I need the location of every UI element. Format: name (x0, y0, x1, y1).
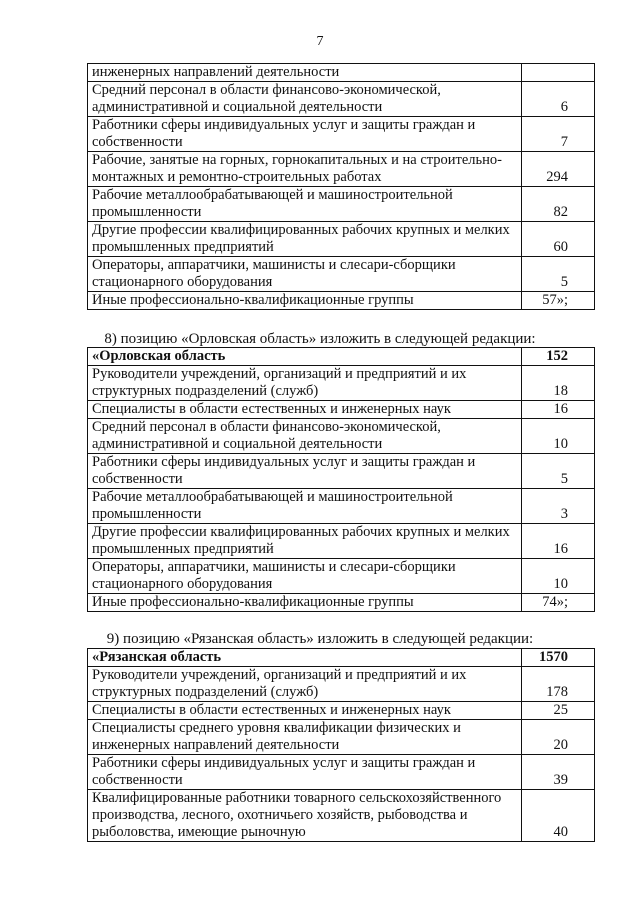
region-name-cell: «Рязанская область (88, 649, 522, 667)
table-row (88, 667, 595, 702)
occupation-group-cell: Иные профессионально-квалификационные группы (88, 292, 522, 310)
occupation-group-cell: инженерных направлений деятельности (88, 64, 522, 82)
occupation-group-cell: Специалисты в области естественных и инженерных наук (88, 401, 522, 419)
count-cell: 5 (522, 454, 595, 489)
occupation-group-cell: Другие профессии квалифицированных рабочих крупных и мелких промышленных предприятий (88, 222, 522, 257)
table-row (88, 187, 595, 222)
table-row (88, 152, 595, 187)
table-header-row (88, 348, 595, 366)
table-row (88, 366, 595, 401)
table-orel-region (87, 347, 595, 612)
count-cell: 7 (522, 117, 595, 152)
count-cell: 57»; (522, 292, 595, 310)
table-row (88, 292, 595, 310)
count-cell: 294 (522, 152, 595, 187)
occupation-group-cell: Рабочие, занятые на горных, горнокапитальных и на строительно-монтажных и ремонтно-строительных работах (88, 152, 522, 187)
count-cell: 74»; (522, 594, 595, 612)
table-row (88, 117, 595, 152)
count-cell: 82 (522, 187, 595, 222)
occupation-group-cell: Работники сферы индивидуальных услуг и защиты граждан и собственности (88, 454, 522, 489)
occupation-group-cell: Средний персонал в области финансово-экономической, административной и социальной деятельности (88, 419, 522, 454)
table-row (88, 82, 595, 117)
count-cell: 20 (522, 720, 595, 755)
occupation-group-cell: Работники сферы индивидуальных услуг и защиты граждан и собственности (88, 117, 522, 152)
occupation-group-cell: Рабочие металлообрабатывающей и машиностроительной промышленности (88, 187, 522, 222)
table-row (88, 489, 595, 524)
region-total-cell: 1570 (522, 649, 595, 667)
table-row (88, 559, 595, 594)
count-cell: 10 (522, 419, 595, 454)
count-cell: 18 (522, 366, 595, 401)
count-cell: 40 (522, 790, 595, 842)
count-cell: 5 (522, 257, 595, 292)
occupation-group-cell: Руководители учреждений, организаций и предприятий и их структурных подразделений (служб) (88, 667, 522, 702)
occupation-group-cell: Специалисты среднего уровня квалификации физических и инженерных направлений деятельности (88, 720, 522, 755)
occupation-group-cell: Квалифицированные работники товарного сельскохозяйственного производства, лесного, охотничьего хозяйств, рыбоводства и рыболовства, имеющие рыночную (88, 790, 522, 842)
table-ryazan-region (87, 648, 595, 842)
table-row (88, 790, 595, 842)
region-total-cell: 152 (522, 348, 595, 366)
occupation-group-cell: Специалисты в области естественных и инженерных наук (88, 702, 522, 720)
occupation-group-cell: Средний персонал в области финансово-экономической, административной и социальной деятельности (88, 82, 522, 117)
count-cell: 6 (522, 82, 595, 117)
occupation-group-cell: Операторы, аппаратчики, машинисты и слесари-сборщики стационарного оборудования (88, 257, 522, 292)
table-row (88, 401, 595, 419)
count-cell: 39 (522, 755, 595, 790)
section-9-intro: 9) позицию «Рязанская область» изложить в следующей редакции: (106, 631, 534, 647)
table-row (88, 419, 595, 454)
count-cell: 16 (522, 524, 595, 559)
table-row (88, 720, 595, 755)
occupation-group-cell: Работники сферы индивидуальных услуг и защиты граждан и собственности (88, 755, 522, 790)
count-cell: 3 (522, 489, 595, 524)
table-row (88, 222, 595, 257)
table-row (88, 64, 595, 82)
page-number: 7 (316, 34, 324, 49)
count-cell (522, 64, 595, 82)
occupation-group-cell: Рабочие металлообрабатывающей и машиностроительной промышленности (88, 489, 522, 524)
occupation-group-cell: Другие профессии квалифицированных рабочих крупных и мелких промышленных предприятий (88, 524, 522, 559)
count-cell: 25 (522, 702, 595, 720)
table-row (88, 524, 595, 559)
occupation-group-cell: Иные профессионально-квалификационные группы (88, 594, 522, 612)
occupation-group-cell: Операторы, аппаратчики, машинисты и слесари-сборщики стационарного оборудования (88, 559, 522, 594)
table-row (88, 702, 595, 720)
table-continued (87, 63, 595, 310)
count-cell: 60 (522, 222, 595, 257)
table-row (88, 594, 595, 612)
count-cell: 16 (522, 401, 595, 419)
table-row (88, 257, 595, 292)
section-8-intro: 8) позицию «Орловская область» изложить в следующей редакции: (104, 331, 536, 347)
table-row (88, 454, 595, 489)
occupation-group-cell: Руководители учреждений, организаций и предприятий и их структурных подразделений (служб) (88, 366, 522, 401)
count-cell: 178 (522, 667, 595, 702)
table-header-row (88, 649, 595, 667)
table-row (88, 755, 595, 790)
region-name-cell: «Орловская область (88, 348, 522, 366)
count-cell: 10 (522, 559, 595, 594)
